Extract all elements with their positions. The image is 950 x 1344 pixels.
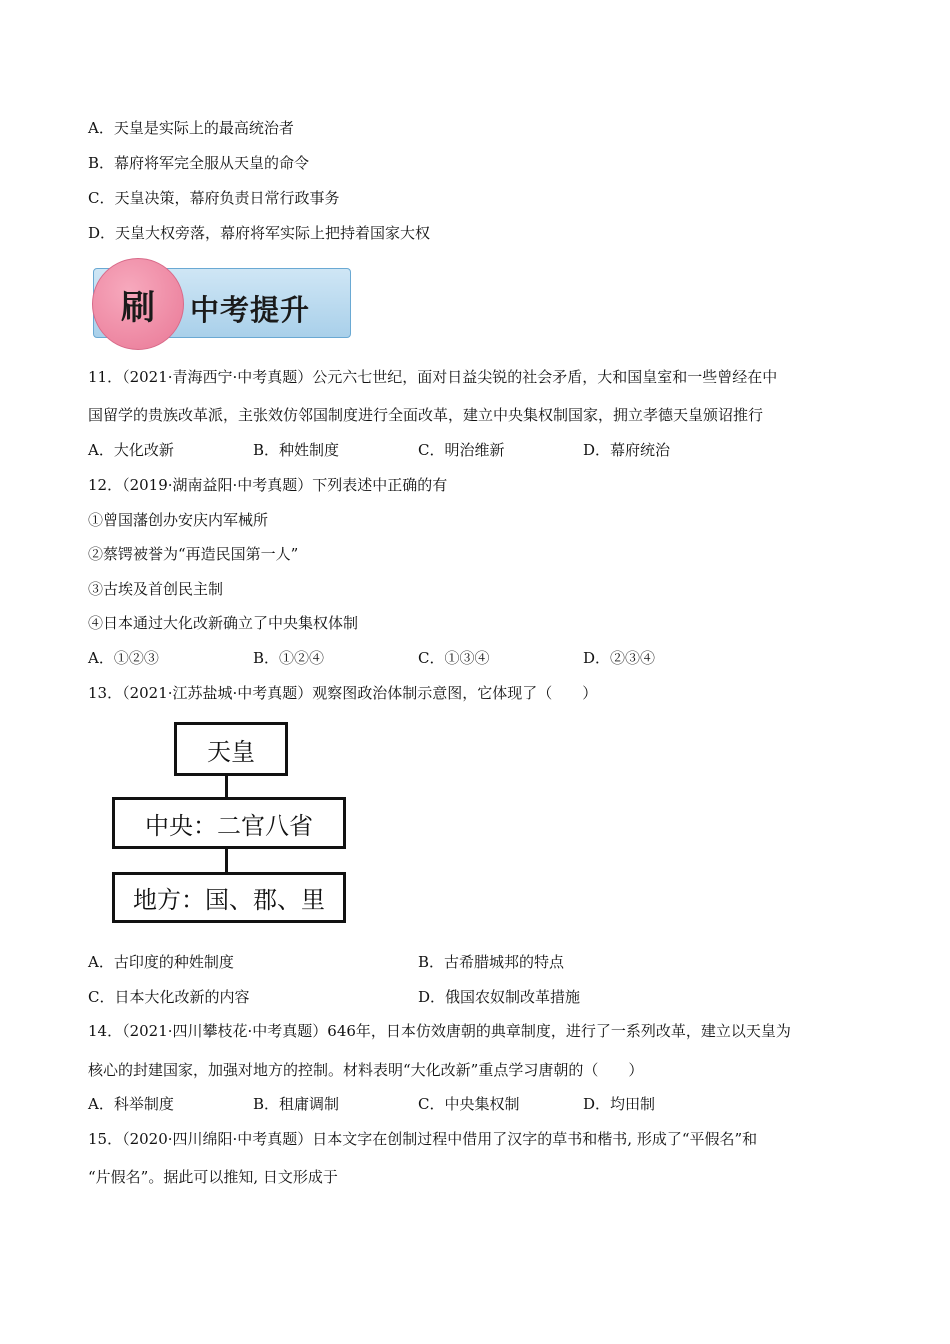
q12-option-b: B．①②④ [253,649,325,667]
q12-item-3: ③古埃及首创民主制 [88,580,224,598]
q14-stem-line1: 14．（2021·四川攀枝花·中考真题）646年，日本仿效唐朝的典章制度，进行了一系列改革，建立以天皇为 [88,1022,791,1040]
banner-badge: 刷 [92,258,184,350]
q15-stem-line1: 15．（2020·四川绵阳·中考真题）日本文字在创制过程中借用了汉字的草书和楷书, 形成了“平假名”和 [88,1130,758,1148]
q14-option-b: B．租庸调制 [253,1095,340,1113]
q11-option-a: A．大化改新 [88,441,174,459]
diagram-connector-1 [225,773,228,797]
prev-option-c: C．天皇决策，幕府负责日常行政事务 [88,189,340,207]
prev-option-d: D．天皇大权旁落，幕府将军实际上把持着国家大权 [88,224,431,242]
q12-stem: 12．（2019·湖南益阳·中考真题）下列表述中正确的有 [88,476,448,494]
q12-option-c: C．①③④ [418,649,490,667]
q14-option-c: C．中央集权制 [418,1095,520,1113]
q14-option-d: D．均田制 [583,1095,656,1113]
q11-option-b: B．种姓制度 [253,441,340,459]
q12-option-a: A．①②③ [88,649,159,667]
q15-stem-line2: “片假名”。据此可以推知, 日文形成于 [88,1168,338,1186]
q13-option-d: D．俄国农奴制改革措施 [418,988,581,1006]
q11-stem-line2: 国留学的贵族改革派，主张效仿邻国制度进行全面改革，建立中央集权制国家，拥立孝德天皇颁诏推行 [88,406,764,424]
q12-item-1: ①曾国藩创办安庆内军械所 [88,511,269,529]
q13-stem: 13．（2021·江苏盐城·中考真题）观察图政治体制示意图，它体现了（ ） [88,684,598,702]
q12-item-2: ②蔡锷被誉为“再造民国第一人” [88,545,299,563]
q11-stem-line1: 11．（2021·青海西宁·中考真题）公元六七世纪，面对日益尖锐的社会矛盾，大和国皇室和一些曾经在中 [88,368,778,386]
q11-option-d: D．幕府统治 [583,441,671,459]
q12-option-d: D．②③④ [583,649,656,667]
prev-option-a: A．天皇是实际上的最高统治者 [88,119,294,137]
diagram-box-local: 地方：国、郡、里 [112,872,346,923]
diagram-connector-2 [225,846,228,872]
prev-option-b: B．幕府将军完全服从天皇的命令 [88,154,310,172]
q13-option-c: C．日本大化改新的内容 [88,988,250,1006]
banner-title: 中考提升 [190,293,311,327]
q12-item-4: ④日本通过大化改新确立了中央集权体制 [88,614,359,632]
diagram-box-central: 中央：二官八省 [112,797,346,849]
q14-stem-line2: 核心的封建国家，加强对地方的控制。材料表明“大化改新”重点学习唐朝的（ ） [88,1061,644,1079]
diagram-box-emperor: 天皇 [174,722,288,776]
q14-option-a: A．科举制度 [88,1095,174,1113]
q13-option-b: B．古希腊城邦的特点 [418,953,565,971]
q13-option-a: A．古印度的种姓制度 [88,953,234,971]
q11-option-c: C．明治维新 [418,441,505,459]
